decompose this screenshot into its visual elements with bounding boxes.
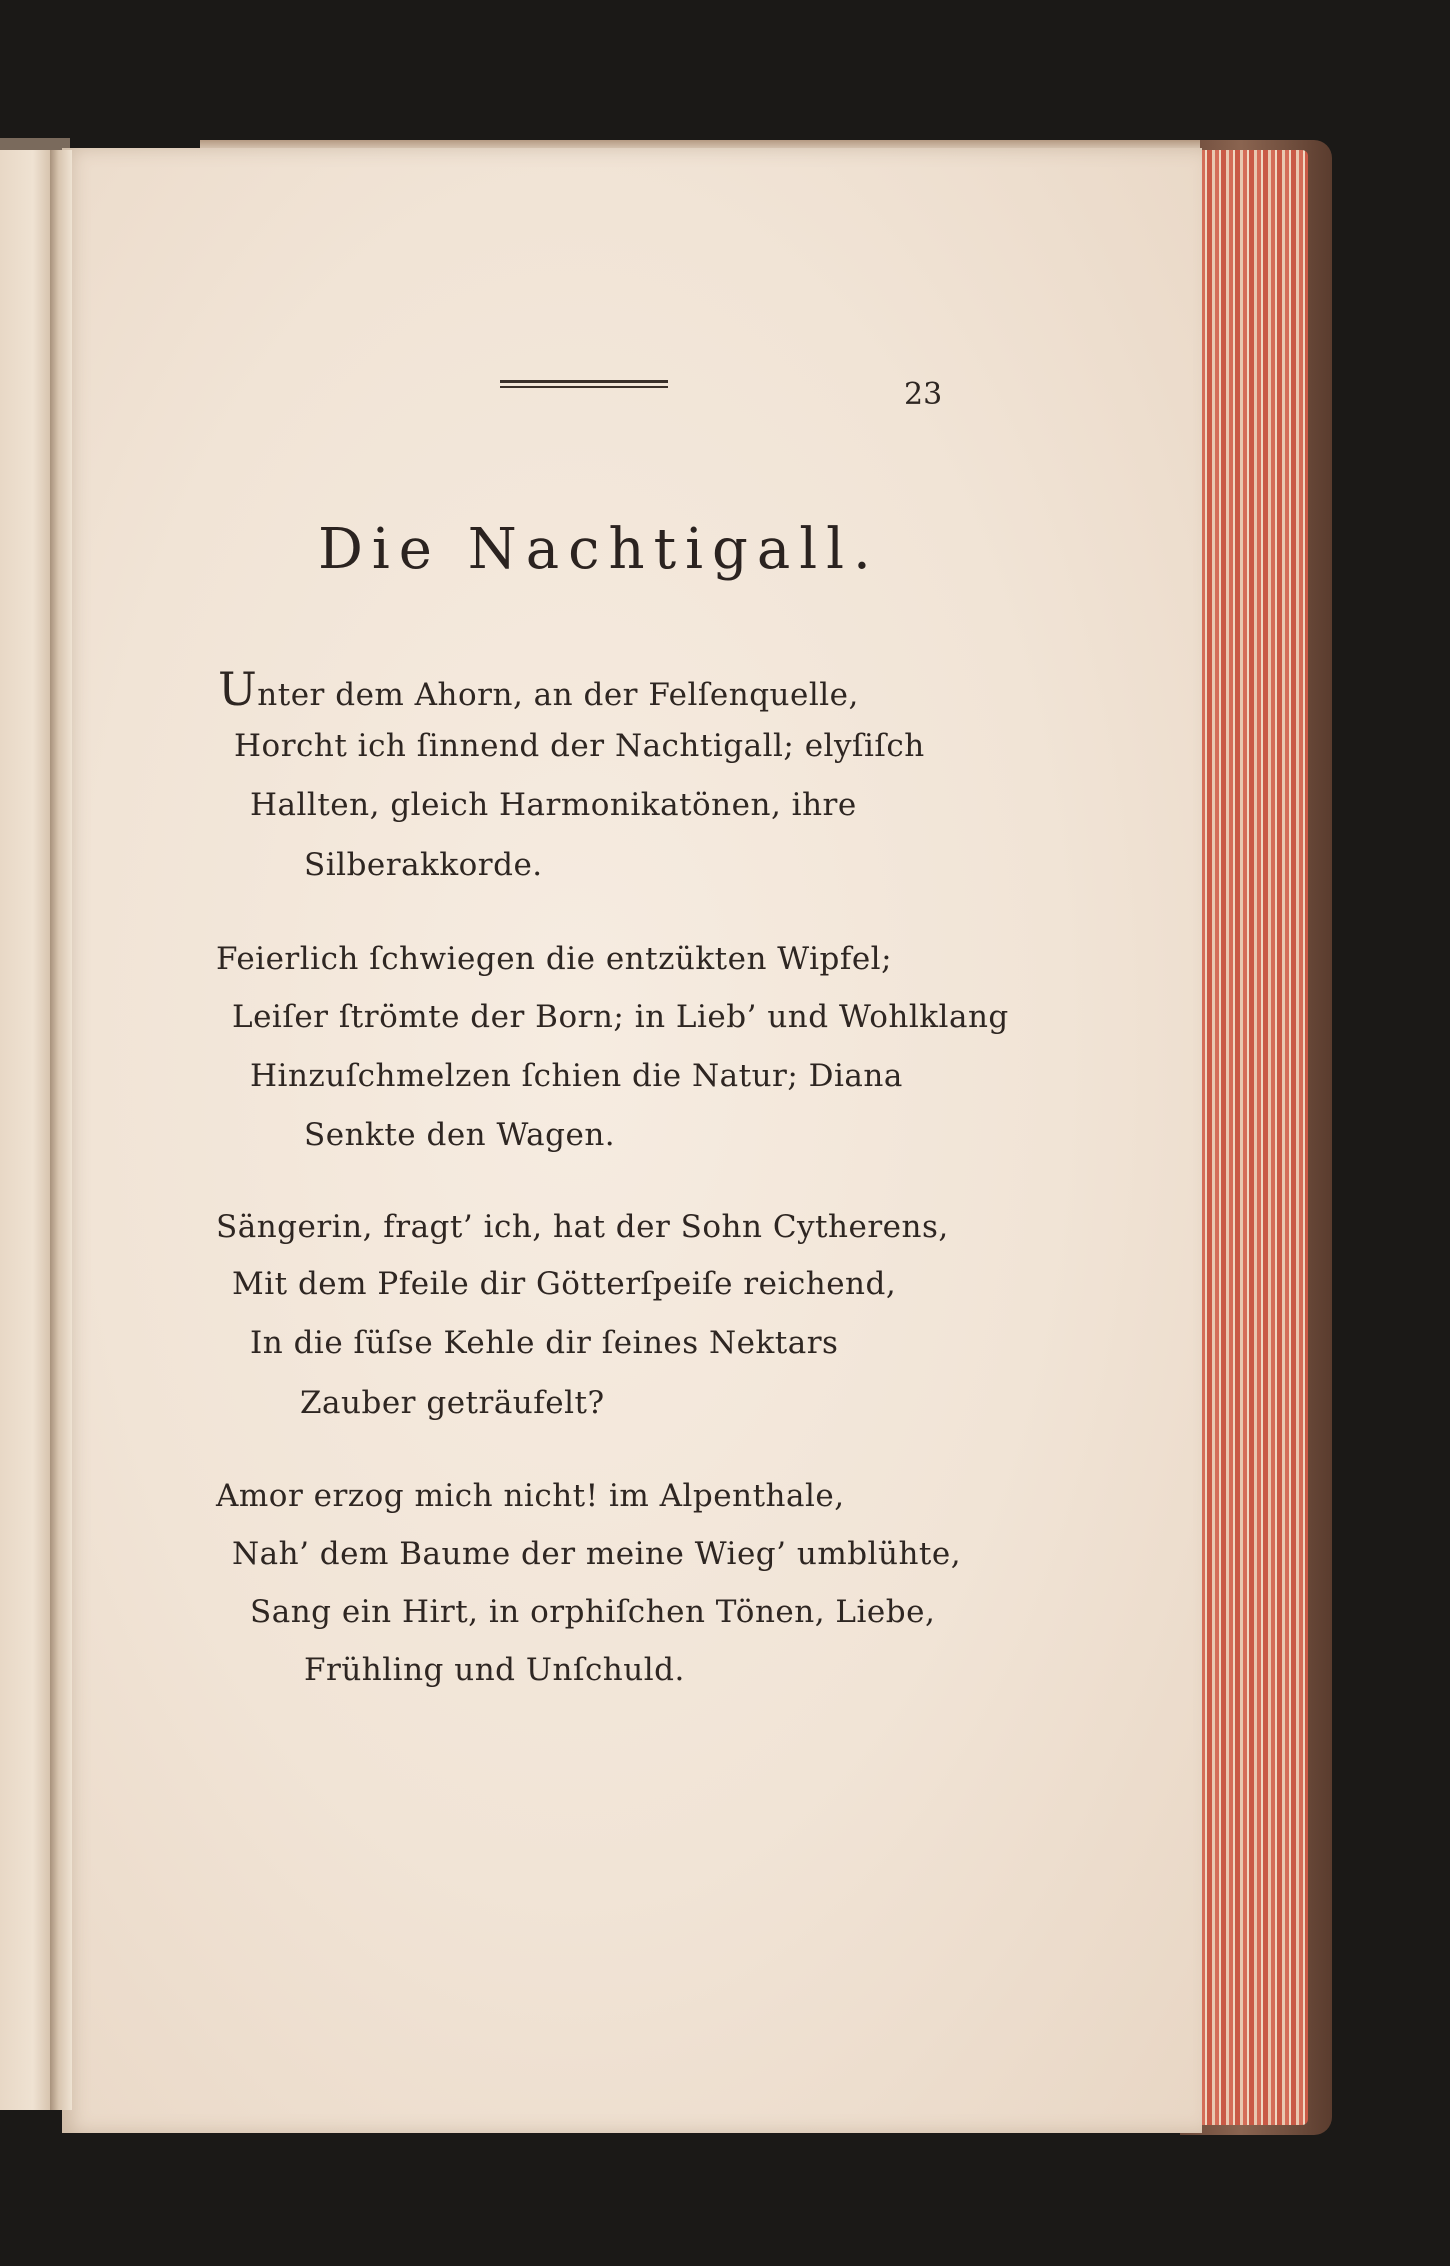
- poem-line: Sang ein Hirt, in orphiſchen Tönen, Liebe,: [250, 1594, 936, 1630]
- book-gutter: [50, 150, 72, 2110]
- poem-line: Mit dem Pfeile dir Götterſpeiſe reichend,: [232, 1266, 897, 1302]
- poem-line: Horcht ich ſinnend der Nachtigall; elyſiſch: [234, 728, 925, 764]
- poem-line: Leiſer ſtrömte der Born; in Lieb’ und Wohlklang: [232, 999, 1009, 1035]
- poem-line: Senkte den Wagen.: [304, 1117, 616, 1153]
- poem-line: Amor erzog mich nicht! im Alpenthale,: [216, 1478, 845, 1514]
- header-rule: [500, 380, 668, 388]
- page-fore-edge: [1198, 150, 1308, 2125]
- page-number: 23: [904, 377, 943, 412]
- poem-line-text: nter dem Ahorn, an der Felſenquelle,: [257, 677, 859, 713]
- poem-line: Sängerin, fragt’ ich, hat der Sohn Cytherens,: [216, 1209, 949, 1245]
- poem-line: [218, 662, 859, 716]
- poem-line: Hallten, gleich Harmonikatönen, ihre: [250, 787, 857, 823]
- poem-line: Frühling und Unſchuld.: [304, 1652, 685, 1688]
- poem-line: Zauber geträufelt?: [300, 1385, 605, 1421]
- book-page: [62, 148, 1202, 2133]
- drop-initial: U: [218, 662, 258, 716]
- poem-title: Die Nachtigall.: [318, 517, 880, 582]
- poem-line: In die ſüſse Kehle dir ſeines Nektars: [250, 1325, 839, 1361]
- poem-line: Silberakkorde.: [304, 847, 543, 883]
- poem-line: Hinzuſchmelzen ſchien die Natur; Diana: [250, 1058, 903, 1094]
- poem-line: Nah’ dem Baume der meine Wieg’ umblühte,: [232, 1536, 962, 1572]
- poem-line: Feierlich ſchwiegen die entzükten Wipfel;: [216, 941, 893, 977]
